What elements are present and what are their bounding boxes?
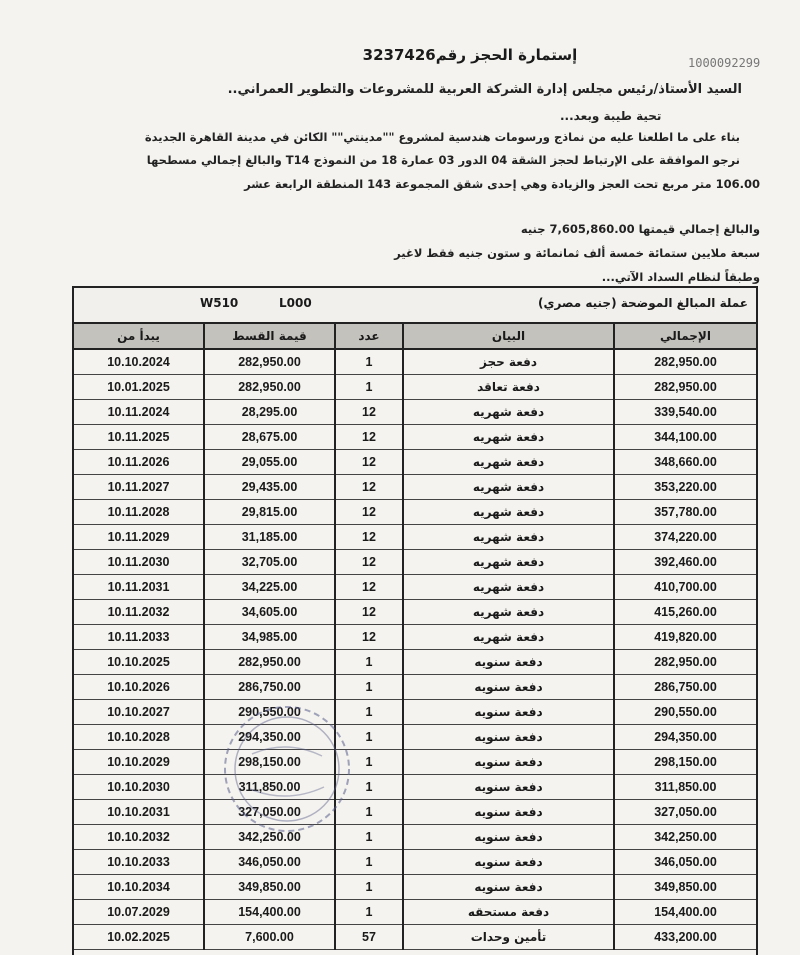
table-row [74,850,756,875]
cell-count: 1 [335,900,403,925]
cell-statement: دفعة سنويه [403,700,614,725]
cell-from: 10.11.2026 [74,450,204,475]
column-header-total: الإجمالي [614,324,756,349]
cell-count: 1 [335,775,403,800]
cell-from: 10.10.2024 [74,349,204,375]
cell-installment: 7,600.00 [204,925,335,950]
cell-from: 10.10.2031 [74,800,204,825]
table-row [74,525,756,550]
column-header-from: يبدأ من [74,324,204,349]
cell-from: 10.10.2025 [74,650,204,675]
cell-from: 10.02.2025 [74,925,204,950]
cell-count: 1 [335,675,403,700]
table-row [74,675,756,700]
area-paragraph-line: 106.00 متر مربع تحت العجز والزيادة وهي إحدى شقق المجموعة 143 المنطقة الرابعة عشر [244,177,760,191]
cell-from: 10.11.2027 [74,475,204,500]
cell-total: 286,750.00 [614,675,756,700]
cell-installment: 286,750.00 [204,675,335,700]
cell-count: 1 [335,750,403,775]
cell-from: 10.11.2033 [74,625,204,650]
table-row [74,825,756,850]
cell-statement: دفعة شهريه [403,600,614,625]
cell-statement: دفعة سنويه [403,825,614,850]
table-row [74,900,756,925]
payment-schedule-table [72,286,758,955]
cell-statement: دفعة شهريه [403,525,614,550]
cell-installment: 34,225.00 [204,575,335,600]
cell-installment: 282,950.00 [204,650,335,675]
cell-statement: دفعة شهريه [403,500,614,525]
cell-count: 12 [335,600,403,625]
currency-label: عملة المبالغ الموضحة (جنيه مصري) [537,296,748,310]
cell-installment: 282,950.00 [204,375,335,400]
cell-from: 10.01.2025 [74,375,204,400]
cell-count: 57 [335,925,403,950]
cell-installment: 294,350.00 [204,725,335,750]
cell-statement: دفعة شهريه [403,425,614,450]
cell-total: 346,050.00 [614,850,756,875]
cell-from: 10.10.2030 [74,775,204,800]
cell-from: 10.11.2024 [74,400,204,425]
column-header-installment: قيمة القسط [204,324,335,349]
form-title: إستمارة الحجز رقم3237426 [362,46,578,64]
cell-total: 342,250.00 [614,825,756,850]
currency-code-right: L000 [279,296,312,310]
cell-total: 357,780.00 [614,500,756,525]
table-row [74,550,756,575]
cell-total: 349,850.00 [614,875,756,900]
cell-statement: دفعة شهريه [403,625,614,650]
cell-total: 433,200.00 [614,925,756,950]
cell-from: 10.10.2026 [74,675,204,700]
cell-total: 282,950.00 [614,349,756,375]
total-in-words-line: سبعة ملايين ستمائة خمسة ألف ثمانمائة و ستون جنيه فقط لاغير [394,246,760,260]
cell-statement: دفعة سنويه [403,800,614,825]
cell-count: 12 [335,575,403,600]
table-row [74,625,756,650]
cell-total: 290,550.00 [614,700,756,725]
cell-statement: دفعة شهريه [403,575,614,600]
cell-from: 10.10.2034 [74,875,204,900]
cell-count: 1 [335,850,403,875]
cell-total: 419,820.00 [614,625,756,650]
cell-count: 12 [335,525,403,550]
cell-from: 10.10.2032 [74,825,204,850]
table-row [74,775,756,800]
cell-installment: 32,705.00 [204,550,335,575]
project-paragraph-line: بناء على ما اطلعنا عليه من نماذج ورسومات هندسية لمشروع ""مدينتي"" الكائن في مدينة القاهرة الجديدة [144,130,740,144]
table-row [74,700,756,725]
cell-statement: دفعة شهريه [403,475,614,500]
addressee-line: السيد الأستاذ/رئيس مجلس إدارة الشركة العربية للمشروعات والتطوير العمراني.. [227,82,742,97]
cell-total: 392,460.00 [614,550,756,575]
cell-statement: دفعة حجز [403,349,614,375]
table-row [74,349,756,375]
cell-count: 1 [335,375,403,400]
cell-from: 10.11.2029 [74,525,204,550]
table-row [74,375,756,400]
cell-from: 10.07.2029 [74,900,204,925]
greeting-line: تحية طيبة وبعد... [560,109,662,123]
table-row [74,400,756,425]
table-row [74,475,756,500]
cell-count: 12 [335,425,403,450]
cell-installment: 29,055.00 [204,450,335,475]
cell-installment: 298,150.00 [204,750,335,775]
cell-from: 10.11.2031 [74,575,204,600]
table-row [74,575,756,600]
cell-count: 12 [335,625,403,650]
cell-total: 374,220.00 [614,525,756,550]
cell-installment: 349,850.00 [204,875,335,900]
total-price-line: والبالغ إجمالي قيمتها 7,605,860.00 جنيه [520,222,760,236]
cell-statement: تأمين وحدات [403,925,614,950]
cell-installment: 346,050.00 [204,850,335,875]
cell-count: 12 [335,450,403,475]
cell-installment: 28,295.00 [204,400,335,425]
table-row [74,500,756,525]
cell-installment: 31,185.00 [204,525,335,550]
cell-total: 311,850.00 [614,775,756,800]
cell-from: 10.10.2028 [74,725,204,750]
cell-count: 12 [335,550,403,575]
cell-statement: دفعة سنويه [403,650,614,675]
cell-installment: 34,605.00 [204,600,335,625]
cell-statement: دفعة سنويه [403,725,614,750]
cell-total: 344,100.00 [614,425,756,450]
cell-count: 1 [335,650,403,675]
table-header-row [74,324,756,349]
cell-count: 1 [335,700,403,725]
round-stamp-icon [212,694,362,844]
cell-from: 10.11.2025 [74,425,204,450]
table-row [74,800,756,825]
cell-count: 1 [335,725,403,750]
cell-total: 353,220.00 [614,475,756,500]
currency-row [74,288,756,324]
cell-from: 10.10.2027 [74,700,204,725]
table-row [74,725,756,750]
cell-installment: 34,985.00 [204,625,335,650]
cell-statement: دفعة شهريه [403,550,614,575]
table-row [74,925,756,950]
payment-intro-line: وطبقاً لنظام السداد الآتي... [601,270,760,284]
table-body [74,349,756,950]
cell-statement: دفعة سنويه [403,750,614,775]
cell-total: 294,350.00 [614,725,756,750]
cell-installment: 154,400.00 [204,900,335,925]
cell-count: 1 [335,349,403,375]
cell-total: 154,400.00 [614,900,756,925]
cell-installment: 28,675.00 [204,425,335,450]
column-header-statement: البيان [403,324,614,349]
cell-count: 1 [335,825,403,850]
cell-count: 1 [335,800,403,825]
cell-installment: 282,950.00 [204,349,335,375]
cell-installment: 311,850.00 [204,775,335,800]
cell-installment: 290,550.00 [204,700,335,725]
table-row [74,600,756,625]
schedule-grid [74,324,756,950]
cell-statement: دفعة سنويه [403,775,614,800]
cell-count: 12 [335,400,403,425]
cell-statement: دفعة سنويه [403,875,614,900]
cell-total: 410,700.00 [614,575,756,600]
cell-installment: 327,050.00 [204,800,335,825]
cell-total: 282,950.00 [614,375,756,400]
cell-total: 348,660.00 [614,450,756,475]
table-row [74,425,756,450]
cell-total: 298,150.00 [614,750,756,775]
cell-total: 327,050.00 [614,800,756,825]
cell-statement: دفعة سنويه [403,675,614,700]
table-row [74,875,756,900]
cell-installment: 29,435.00 [204,475,335,500]
cell-statement: دفعة تعاقد [403,375,614,400]
table-row [74,750,756,775]
table-row [74,650,756,675]
cell-from: 10.11.2028 [74,500,204,525]
unit-paragraph-line: نرجو الموافقة على الإرتباط لحجز الشقة 04 الدور 03 عمارة 18 من النموذج T14 والبالغ إجمالي مسطحها [146,153,740,167]
cell-from: 10.11.2032 [74,600,204,625]
currency-code-left: W510 [200,296,239,310]
table-row [74,450,756,475]
cell-from: 10.10.2029 [74,750,204,775]
cell-count: 1 [335,875,403,900]
cell-statement: دفعة شهريه [403,450,614,475]
column-header-count: عدد [335,324,403,349]
cell-from: 10.10.2033 [74,850,204,875]
cell-installment: 29,815.00 [204,500,335,525]
cell-statement: دفعة سنويه [403,850,614,875]
cell-installment: 342,250.00 [204,825,335,850]
cell-statement: دفعة مستحقه [403,900,614,925]
document-number: 1000092299 [688,56,761,70]
cell-count: 12 [335,475,403,500]
cell-count: 12 [335,500,403,525]
cell-total: 282,950.00 [614,650,756,675]
cell-statement: دفعة شهريه [403,400,614,425]
cell-total: 339,540.00 [614,400,756,425]
cell-total: 415,260.00 [614,600,756,625]
cell-from: 10.11.2030 [74,550,204,575]
